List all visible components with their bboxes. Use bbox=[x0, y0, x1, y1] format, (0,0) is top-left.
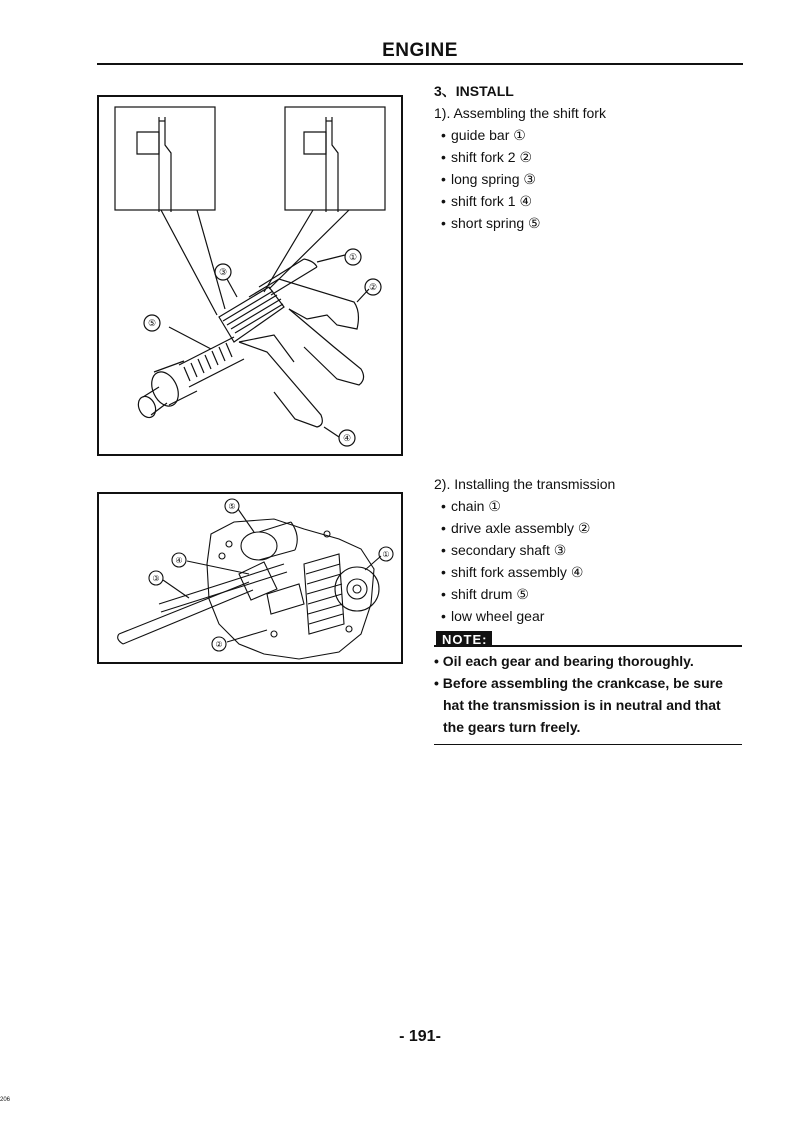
list-item: • shift fork assembly ④ bbox=[441, 564, 584, 580]
step1-parts-list bbox=[434, 124, 744, 234]
fig2-callout-4: ④ bbox=[175, 556, 183, 565]
list-item: • drive axle assembly ② bbox=[441, 520, 591, 536]
note-item: • Before assembling the crankcase, be sure hat the transmission is in neutral and that the gears turn freely. bbox=[434, 674, 723, 735]
list-item: • low wheel gear bbox=[441, 608, 545, 624]
fig2-callout-3: ③ bbox=[152, 574, 160, 583]
note-block bbox=[434, 628, 744, 745]
fig1-callout-3: ③ bbox=[218, 267, 228, 277]
section-heading: 3、INSTALL bbox=[434, 83, 514, 99]
step2-title: 2). Installing the transmission bbox=[434, 476, 616, 492]
list-item: • chain ① bbox=[441, 498, 501, 514]
step1-title: 1). Assembling the shift fork bbox=[434, 105, 606, 121]
footer-code: 206 bbox=[0, 1097, 11, 1103]
list-item: • secondary shaft ③ bbox=[441, 542, 567, 558]
note-bottom-rule bbox=[434, 744, 742, 746]
fig1-callout-1: ① bbox=[348, 252, 358, 262]
list-item: • guide bar ① bbox=[441, 127, 526, 143]
page-number: - 191- bbox=[399, 1028, 441, 1045]
transmission-section bbox=[434, 473, 744, 627]
list-item: • shift fork 1 ④ bbox=[441, 193, 533, 209]
list-item: • long spring ③ bbox=[441, 171, 536, 187]
header-rule bbox=[97, 63, 743, 65]
note-badge: NOTE: bbox=[436, 631, 492, 647]
step2-parts-list bbox=[434, 495, 744, 627]
shift-fork-figure bbox=[97, 95, 403, 456]
fig1-callout-4: ④ bbox=[342, 433, 352, 443]
fig2-callout-5: ⑤ bbox=[228, 502, 236, 511]
fig1-callout-5: ⑤ bbox=[147, 318, 157, 328]
note-list bbox=[434, 650, 744, 738]
list-item: • shift drum ⑤ bbox=[441, 586, 529, 602]
page-title: ENGINE bbox=[382, 40, 458, 61]
note-item: • Oil each gear and bearing thoroughly. bbox=[434, 652, 694, 669]
install-section bbox=[434, 80, 744, 234]
transmission-figure bbox=[97, 492, 403, 664]
fig2-callout-2: ② bbox=[215, 640, 223, 649]
list-item: • short spring ⑤ bbox=[441, 215, 541, 231]
fig2-callout-1: ① bbox=[382, 550, 390, 559]
transmission-illustration bbox=[99, 494, 401, 662]
list-item: • shift fork 2 ② bbox=[441, 149, 533, 165]
fig1-callout-2: ② bbox=[368, 282, 378, 292]
shift-fork-illustration bbox=[99, 97, 401, 454]
